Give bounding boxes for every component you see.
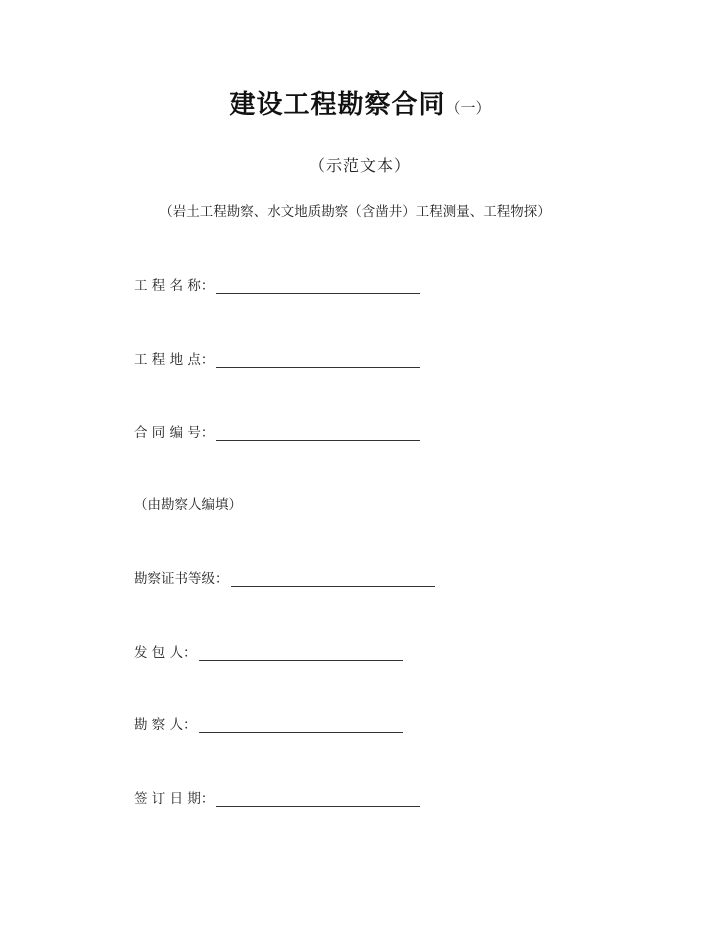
project-location-blank[interactable] <box>216 351 420 368</box>
field-label: 勘 察 人： <box>134 717 197 733</box>
field-label: 发 包 人： <box>134 645 197 661</box>
document-title <box>0 84 720 121</box>
field-label: 工 程 名 称： <box>134 278 215 294</box>
project-name-blank[interactable] <box>216 277 420 294</box>
contract-number-blank[interactable] <box>216 424 420 441</box>
signing-date-blank[interactable] <box>216 790 420 807</box>
field-surveyor <box>134 713 403 733</box>
field-certificate-grade <box>134 567 435 587</box>
title-number: （一） <box>445 99 491 117</box>
field-project-name <box>134 274 420 294</box>
field-project-location <box>134 348 420 368</box>
field-label: 合 同 编 号： <box>134 425 215 441</box>
document-subtitle: （示范文本） <box>308 156 411 175</box>
field-signing-date <box>134 787 420 807</box>
field-label: 签 订 日 期： <box>134 791 215 807</box>
title-main: 建设工程勘察合同 <box>229 90 446 120</box>
fill-note: （由勘察人编填） <box>134 497 242 513</box>
field-contract-number <box>134 421 420 441</box>
certificate-grade-blank[interactable] <box>231 570 435 587</box>
field-client <box>134 641 403 661</box>
field-label: 勘察证书等级： <box>134 571 229 587</box>
field-label: 工 程 地 点： <box>134 352 215 368</box>
client-blank[interactable] <box>199 644 403 661</box>
document-scope: （岩土工程勘察、水文地质勘察（含凿井）工程测量、工程物探） <box>159 204 551 220</box>
surveyor-blank[interactable] <box>199 716 403 733</box>
